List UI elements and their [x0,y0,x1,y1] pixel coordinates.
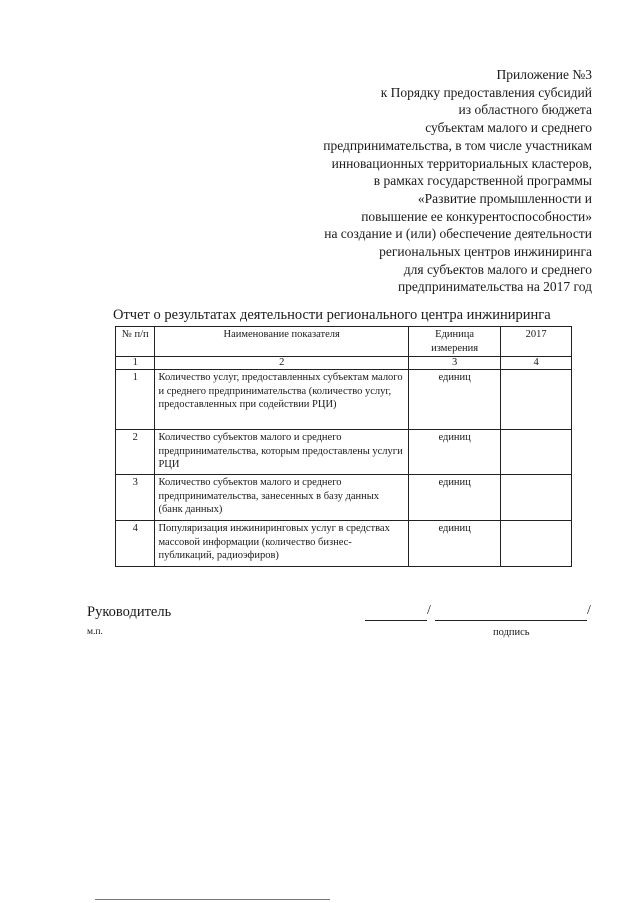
row-unit: единиц [408,370,500,430]
column-number: 4 [501,357,572,370]
table-row [116,370,572,430]
header-name: Наименование показателя [155,327,408,357]
stamp-place-label: м.п. [87,627,103,637]
name-signature-line [365,606,427,621]
header-line: повышение ее конкурентоспособности» [361,208,592,224]
column-number: 3 [408,357,500,370]
signature-slash: / [427,603,431,618]
row-num: 1 [116,370,155,430]
signature-slash: / [587,603,591,618]
row-unit: единиц [408,430,500,475]
table-row [116,521,572,567]
header-line: инновационных территориальных кластеров, [331,155,592,171]
header-line: региональных центров инжиниринга [379,244,592,260]
header-line: к Порядку предоставления субсидий [380,84,592,100]
header-line: Приложение №3 [496,67,592,82]
row-unit: единиц [408,521,500,567]
column-number: 1 [116,357,155,370]
header-line: на создание и (или) обеспечение деятельности [324,226,592,242]
row-value [501,430,572,475]
table-row [116,475,572,521]
column-number: 2 [155,357,408,370]
table-header-row [116,327,572,357]
full-name-line [435,606,587,621]
row-name: Количество услуг, предоставленных субъектам малого и среднего предпринимательства (количество услуг, предоставленных при содействии РЦИ) [155,370,408,430]
header-line: в рамках государственной программы [373,173,592,189]
report-table [115,326,572,567]
column-number-row [116,357,572,370]
report-title: Отчет о результатах деятельности регионального центра инжиниринга [113,307,551,323]
header-num: № п/п [116,327,155,357]
row-value [501,475,572,521]
header-line: для субъектов малого и среднего [403,261,592,277]
header-line: предпринимательства на 2017 год [397,279,592,295]
row-name: Количество субъектов малого и среднего предпринимательства, занесенных в базу данных (банк данных) [155,475,408,521]
header-unit: Единица измерения [408,327,500,357]
scan-edge-line [95,899,330,900]
header-line: предпринимательства, в том числе участникам [323,137,592,153]
table-row [116,430,572,475]
row-num: 4 [116,521,155,567]
row-name: Количество субъектов малого и среднего предпринимательства, которым предоставлены услуги РЦИ [155,430,408,475]
row-unit: единиц [408,475,500,521]
header-line: субъектам малого и среднего [425,120,592,136]
header-line: «Развитие промышленности и [417,190,592,206]
row-value [501,521,572,567]
header-year: 2017 [501,327,572,357]
row-value [501,370,572,430]
row-name: Популяризация инжиниринговых услуг в средствах массовой информации (количество бизнес-публикаций, радиоэфиров) [155,521,408,567]
header-line: из областного бюджета [458,102,592,118]
row-num: 3 [116,475,155,521]
head-label: Руководитель [87,604,172,620]
row-num: 2 [116,430,155,475]
signature-caption: подпись [493,627,530,638]
appendix-header [323,66,592,296]
